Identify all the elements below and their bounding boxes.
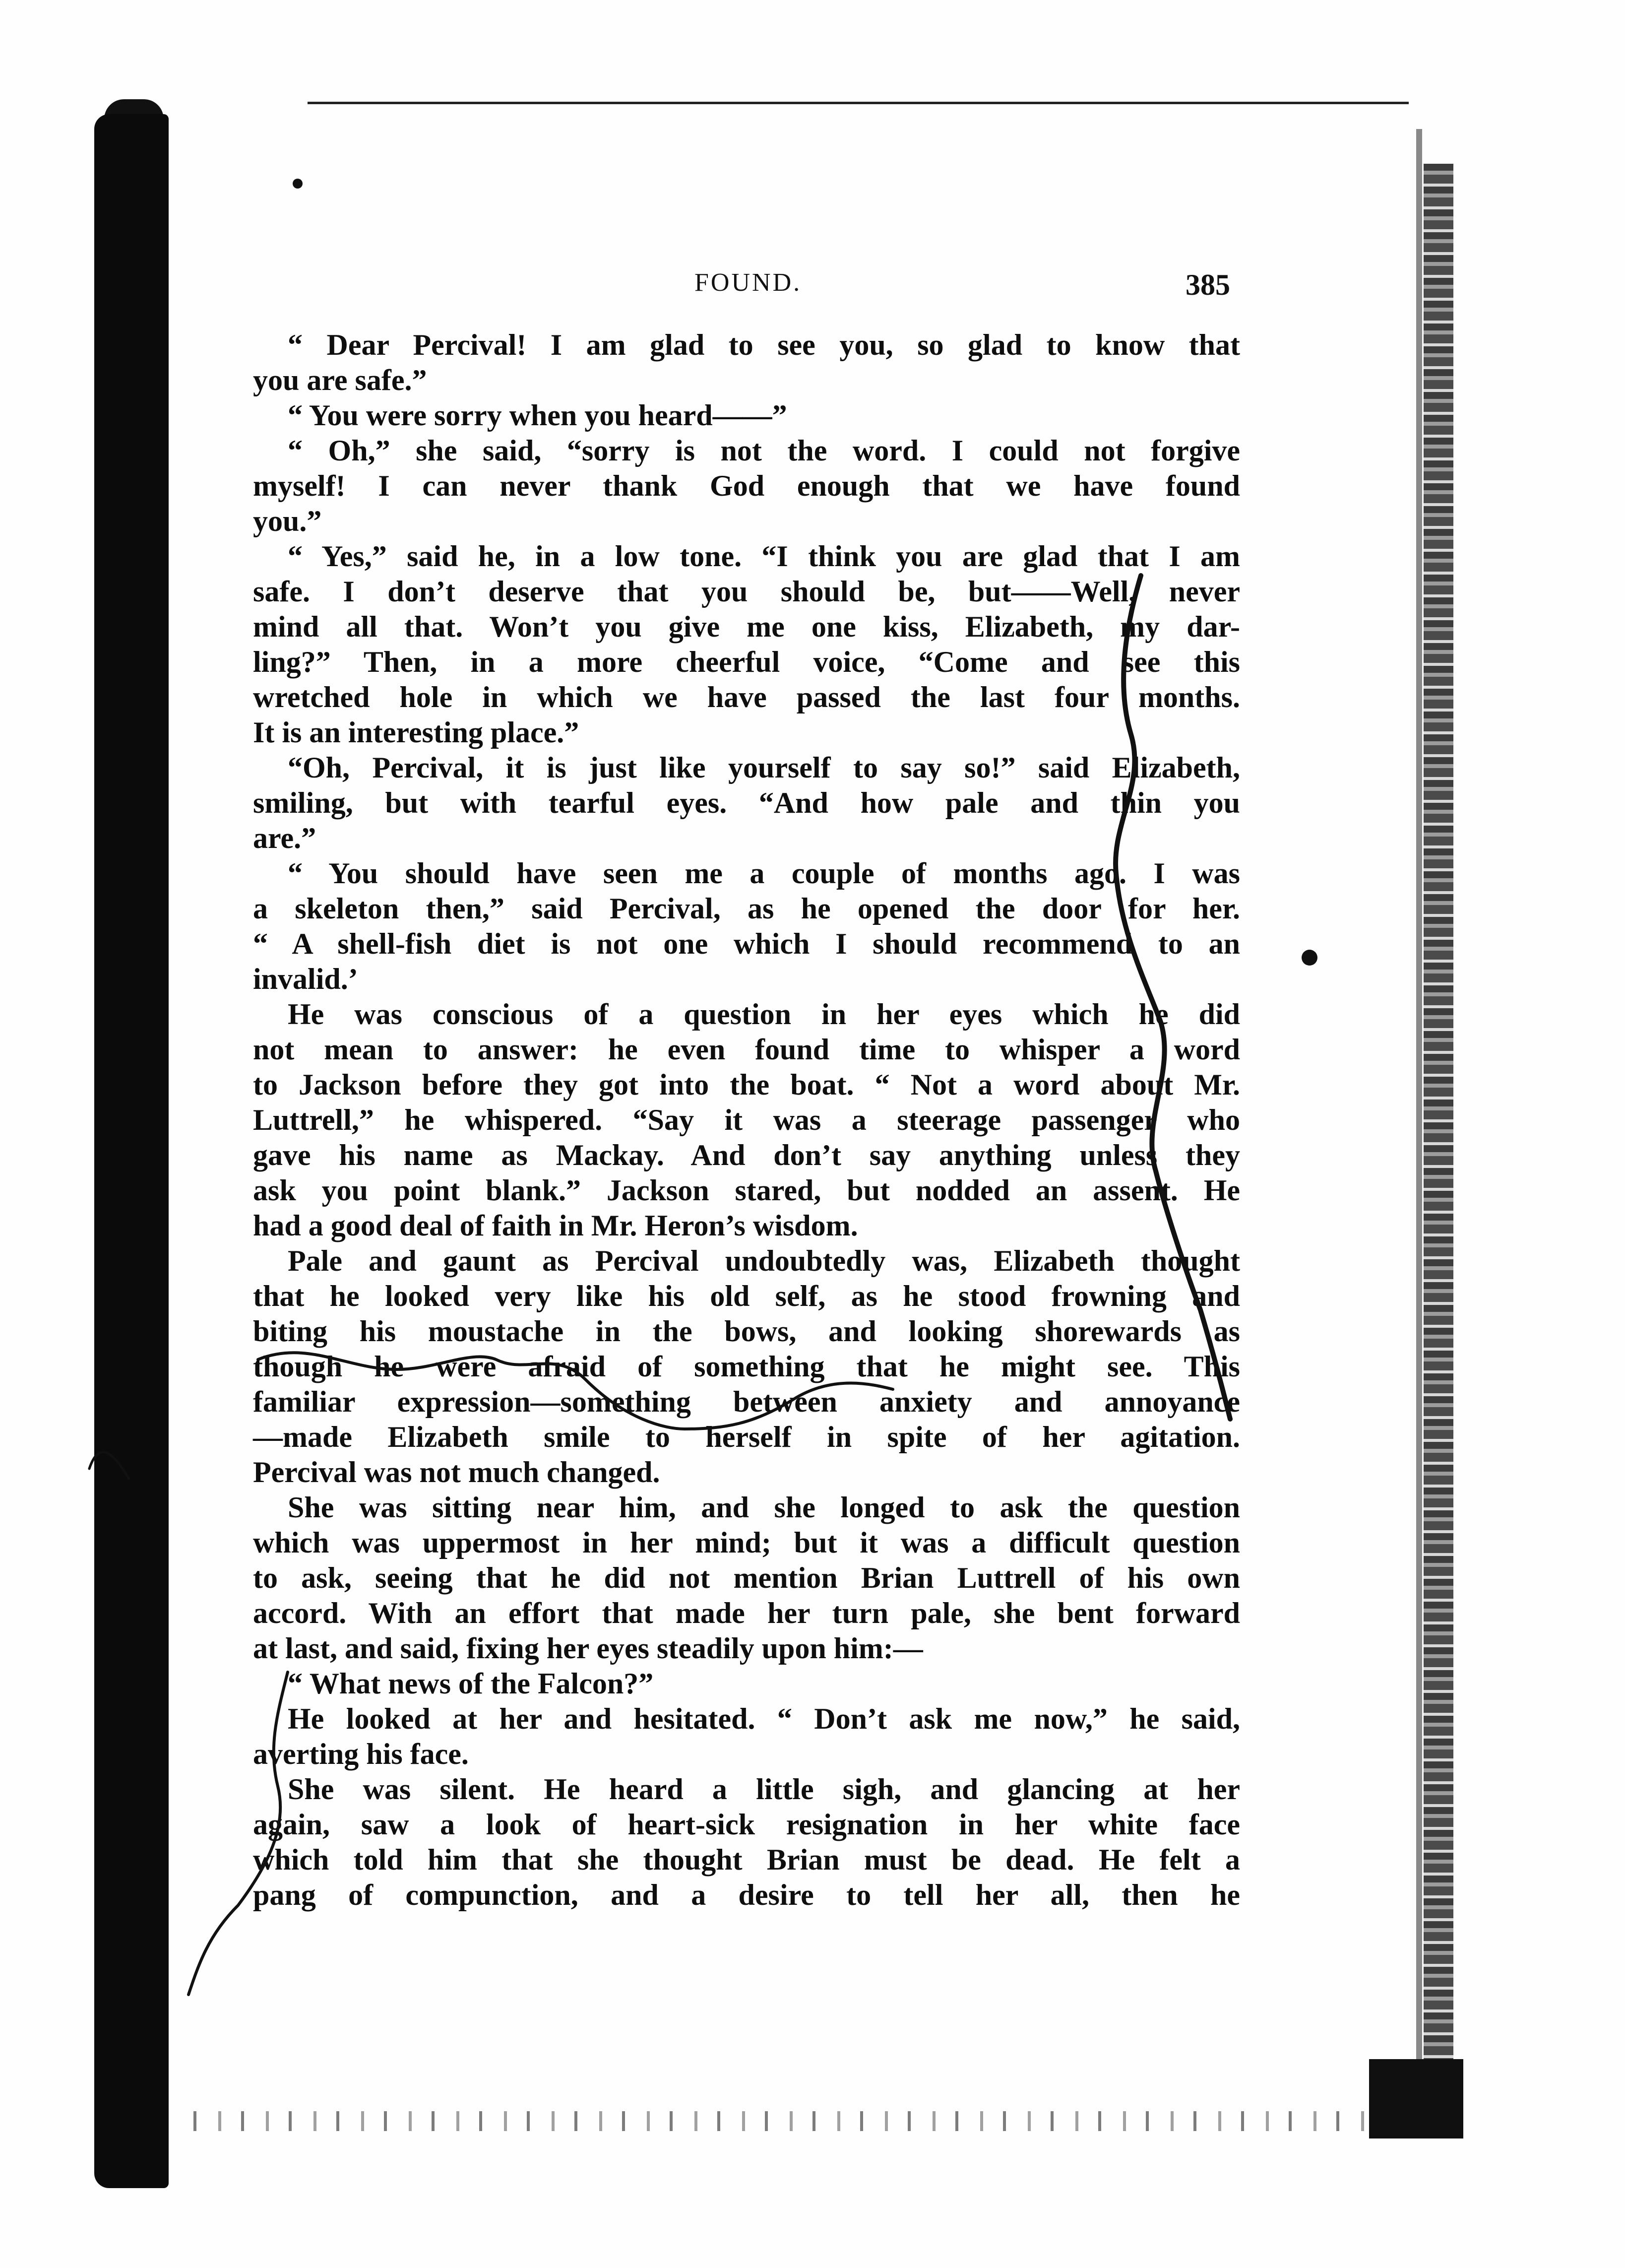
text-line: pang of compunction, and a desire to tell her all, then he xyxy=(253,1879,1240,1911)
text-line: to ask, seeing that he did not mention Brian Luttrell of his own xyxy=(253,1561,1240,1594)
text-line: Pale and gaunt as Percival undoubtedly was, Elizabeth thought xyxy=(288,1244,1240,1277)
text-line: accord. With an effort that made her turn pale, she bent forward xyxy=(253,1597,1240,1629)
text-line: safe. I don’t deserve that you should be, but——Well, never xyxy=(253,575,1240,608)
ink-dot-small xyxy=(293,179,303,189)
running-title: FOUND. xyxy=(694,268,802,297)
text-line: invalid.’ xyxy=(253,963,358,995)
text-line: ling?” Then, in a more cheerful voice, “Come and see this xyxy=(253,646,1240,678)
text-line: “ You were sorry when you heard——” xyxy=(288,399,787,432)
text-line: “ Dear Percival! I am glad to see you, so glad to know that xyxy=(288,328,1240,361)
right-edge-grime xyxy=(1424,164,1453,2099)
text-line: She was silent. He heard a little sigh, and glancing at her xyxy=(288,1773,1240,1806)
text-line: had a good deal of faith in Mr. Heron’s wisdom. xyxy=(253,1209,858,1242)
text-line: ask you point blank.” Jackson stared, but nodded an assent. He xyxy=(253,1174,1240,1207)
text-line: though he were afraid of something that he might see. This xyxy=(253,1350,1240,1383)
text-line: mind all that. Won’t you give me one kiss, Elizabeth, my dar- xyxy=(253,610,1240,643)
text-line: at last, and said, fixing her eyes steadily upon him:— xyxy=(253,1632,923,1665)
text-line: Luttrell,” he whispered. “Say it was a steerage passenger who xyxy=(253,1103,1240,1136)
text-line: a skeleton then,” said Percival, as he opened the door for her. xyxy=(253,892,1240,925)
text-line: “ A shell-fish diet is not one which I should recommend to an xyxy=(253,927,1240,960)
text-line: —made Elizabeth smile to herself in spite of her agitation. xyxy=(253,1421,1240,1453)
text-line: gave his name as Mackay. And don’t say anything unless they xyxy=(253,1139,1240,1171)
text-line: He was conscious of a question in her eyes which he did xyxy=(288,998,1240,1031)
binding-shadow xyxy=(94,114,169,2188)
text-line: which told him that she thought Brian must be dead. He felt a xyxy=(253,1843,1240,1876)
text-line: She was sitting near him, and she longed to ask the question xyxy=(288,1491,1240,1524)
text-line: that he looked very like his old self, as he stood frowning and xyxy=(253,1280,1240,1312)
text-line: are.” xyxy=(253,822,316,854)
text-line: “ Yes,” said he, in a low tone. “I think you are glad that I am xyxy=(288,540,1240,573)
text-line: He looked at her and hesitated. “ Don’t ask me now,” he said, xyxy=(288,1702,1240,1735)
text-line: “ What news of the Falcon?” xyxy=(288,1667,654,1700)
text-line: wretched hole in which we have passed the last four months. xyxy=(253,681,1240,713)
text-line: “ You should have seen me a couple of months ago. I was xyxy=(288,857,1240,890)
text-line: to Jackson before they got into the boat. “ Not a word about Mr. xyxy=(253,1068,1240,1101)
text-line: again, saw a look of heart-sick resignation in her white face xyxy=(253,1808,1240,1841)
text-line: averting his face. xyxy=(253,1738,469,1770)
top-rule xyxy=(308,102,1409,104)
page-number: 385 xyxy=(1186,268,1230,301)
text-line: Percival was not much changed. xyxy=(253,1456,660,1489)
text-line: It is an interesting place.” xyxy=(253,716,579,749)
bottom-corner-shadow xyxy=(1369,2059,1463,2138)
text-line: you are safe.” xyxy=(253,364,427,396)
text-line: biting his moustache in the bows, and looking shorewards as xyxy=(253,1315,1240,1348)
right-edge-line xyxy=(1416,129,1422,2114)
text-line: myself! I can never thank God enough that we have found xyxy=(253,469,1240,502)
text-line: “ Oh,” she said, “sorry is not the word. I could not forgive xyxy=(288,434,1240,467)
text-line: smiling, but with tearful eyes. “And how pale and thin you xyxy=(253,786,1240,819)
body-text xyxy=(253,327,1240,1913)
text-line: familiar expression—something between anxiety and annoyance xyxy=(253,1385,1240,1418)
bottom-edge-grime xyxy=(174,2111,1453,2131)
text-line: not mean to answer: he even found time to whisper a word xyxy=(253,1033,1240,1066)
text-line: which was uppermost in her mind; but it was a difficult question xyxy=(253,1526,1240,1559)
text-line: “Oh, Percival, it is just like yourself to say so!” said Elizabeth, xyxy=(288,751,1240,784)
ink-dot xyxy=(1302,950,1317,966)
text-line: you.” xyxy=(253,505,322,537)
